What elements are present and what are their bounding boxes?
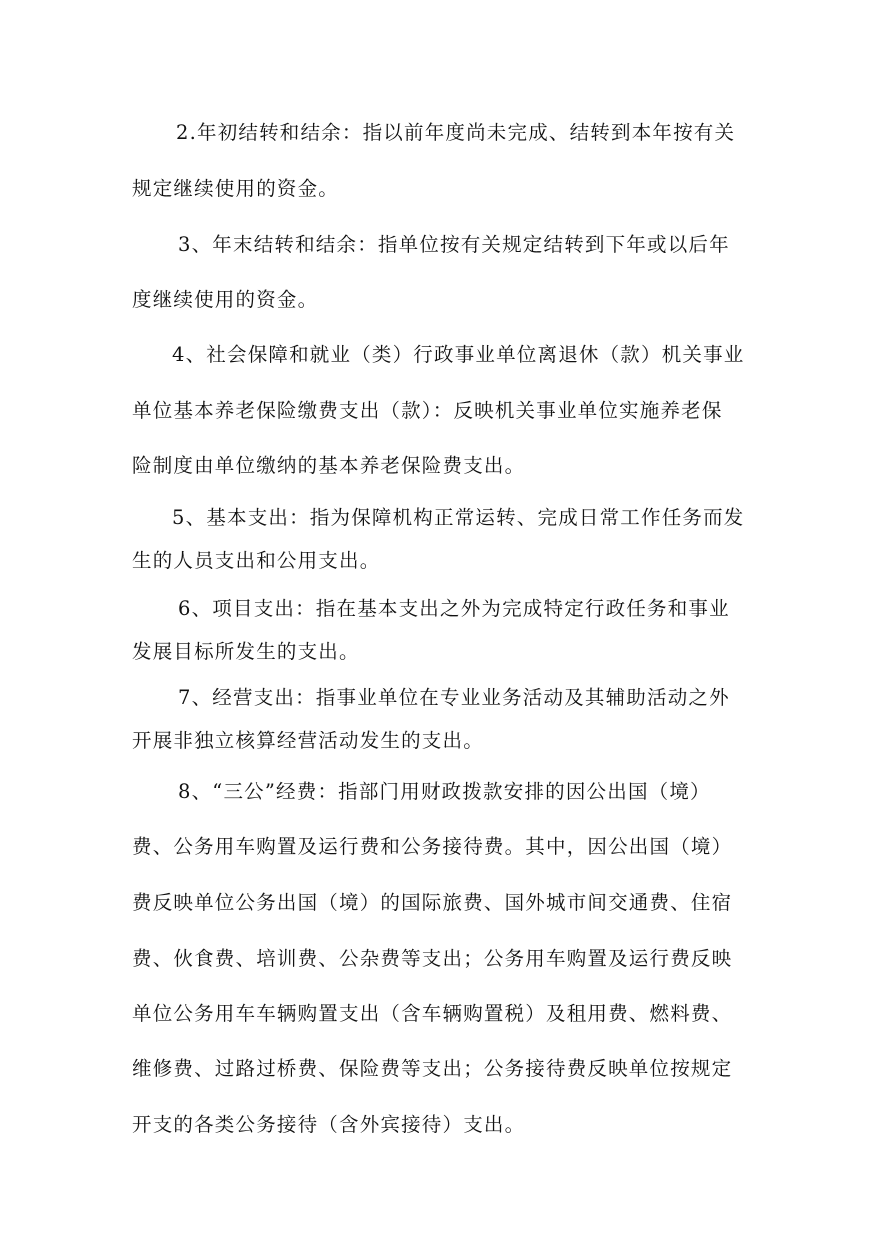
text-line: 3、年末结转和结余：指单位按有关规定结转到下年或以后年 — [178, 233, 730, 256]
text-line: 规定继续使用的资金。 — [132, 177, 340, 200]
text-line: 费反映单位公务出国（境）的国际旅费、国外城市间交通费、住宿 — [132, 891, 733, 914]
text-line: 单位基本养老保险缴费支出（款）：反映机关事业单位实施养老保 — [132, 399, 723, 422]
text-line: 生的人员支出和公用支出。 — [132, 549, 381, 572]
text-line: 险制度由单位缴纳的基本养老保险费支出。 — [132, 454, 526, 477]
text-line: 开展非独立核算经营活动发生的支出。 — [132, 729, 484, 752]
text-line: 5、基本支出：指为保障机构正常运转、完成日常工作任务而发 — [172, 506, 745, 529]
text-line: 4、社会保障和就业（类）行政事业单位离退休（款）机关事业 — [172, 343, 745, 366]
text-line: 费、公务用车购置及运行费和公务接待费。其中，因公出国（境） — [132, 835, 733, 858]
text-line: 单位公务用车车辆购置支出（含车辆购置税）及租用费、燃料费、 — [132, 1002, 733, 1025]
text-line: 8、“三公”经费：指部门用财政拨款安排的因公出国（境） — [178, 780, 711, 803]
text-line: 维修费、过路过桥费、保险费等支出；公务接待费反映单位按规定 — [132, 1057, 733, 1080]
text-line: 发展目标所发生的支出。 — [132, 640, 360, 663]
text-line: 6、项目支出：指在基本支出之外为完成特定行政任务和事业 — [178, 597, 730, 620]
text-line: 7、经营支出：指事业单位在专业业务活动及其辅助活动之外 — [178, 686, 730, 709]
text-line: 度继续使用的资金。 — [132, 288, 319, 311]
text-line: 2.年初结转和结余：指以前年度尚未完成、结转到本年按有关 — [176, 121, 736, 144]
text-line: 费、伙食费、培训费、公杂费等支出；公务用车购置及运行费反映 — [132, 947, 733, 970]
text-line: 开支的各类公务接待（含外宾接待）支出。 — [132, 1113, 526, 1136]
